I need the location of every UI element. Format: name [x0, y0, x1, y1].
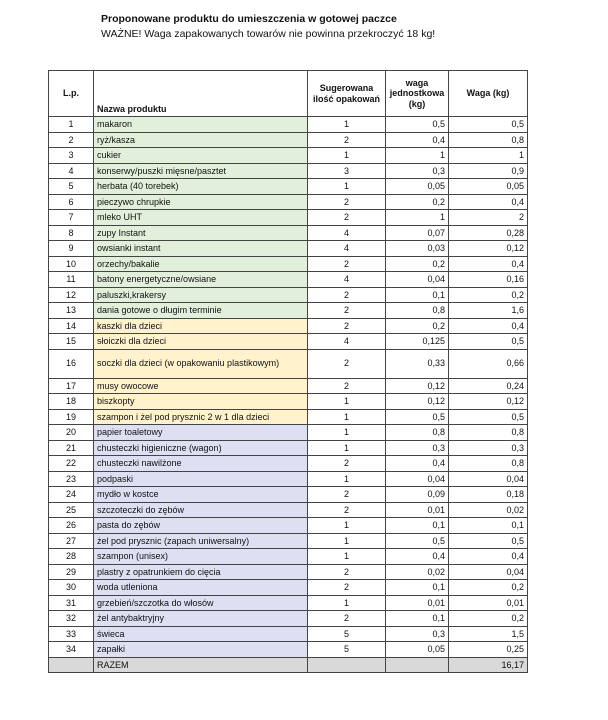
- row-qty: 2: [308, 564, 386, 580]
- row-lp: 32: [49, 611, 94, 627]
- table-row: [49, 595, 528, 611]
- row-qty: 1: [308, 409, 386, 425]
- table-row: [49, 241, 528, 257]
- row-lp: 20: [49, 425, 94, 441]
- row-lp: 28: [49, 549, 94, 565]
- row-qty: 2: [308, 287, 386, 303]
- header-name: Nazwa produktu: [94, 71, 308, 117]
- row-product-name: żel pod prysznic (zapach uniwersalny): [94, 533, 308, 549]
- row-weight: 0,4: [449, 549, 528, 565]
- row-lp: 1: [49, 117, 94, 133]
- table-row: [49, 225, 528, 241]
- row-qty: 2: [308, 502, 386, 518]
- row-product-name: batony energetyczne/owsiane: [94, 272, 308, 288]
- row-product-name: zapałki: [94, 642, 308, 658]
- row-weight: 0,01: [449, 595, 528, 611]
- row-product-name: soczki dla dzieci (w opakowaniu plastikowym): [94, 349, 308, 378]
- header-unit-weight: waga jednostkowa (kg): [386, 71, 449, 117]
- row-product-name: żel antybaktryjny: [94, 611, 308, 627]
- row-unit-weight: 0,05: [386, 642, 449, 658]
- row-product-name: kaszki dla dzieci: [94, 318, 308, 334]
- table-row: [49, 349, 528, 378]
- row-unit-weight: 0,1: [386, 611, 449, 627]
- row-unit-weight: 0,2: [386, 256, 449, 272]
- row-product-name: dania gotowe o długim terminie: [94, 303, 308, 319]
- row-weight: 1,6: [449, 303, 528, 319]
- row-product-name: plastry z opatrunkiem do cięcia: [94, 564, 308, 580]
- row-weight: 0,12: [449, 394, 528, 410]
- header-lp: L.p.: [49, 71, 94, 117]
- table-row: [49, 394, 528, 410]
- table-row: [49, 287, 528, 303]
- table-row: [49, 163, 528, 179]
- row-product-name: szczoteczki do zębów: [94, 502, 308, 518]
- row-lp: 25: [49, 502, 94, 518]
- row-unit-weight: 0,07: [386, 225, 449, 241]
- row-weight: 0,25: [449, 642, 528, 658]
- table-row: [49, 502, 528, 518]
- row-qty: 5: [308, 626, 386, 642]
- row-qty: 4: [308, 272, 386, 288]
- row-product-name: konserwy/puszki mięsne/pasztet: [94, 163, 308, 179]
- row-lp: 14: [49, 318, 94, 334]
- row-lp: 13: [49, 303, 94, 319]
- total-unit-cell: [386, 657, 449, 673]
- row-product-name: musy owocowe: [94, 378, 308, 394]
- table-row: [49, 318, 528, 334]
- table-row: [49, 179, 528, 195]
- row-weight: 0,5: [449, 117, 528, 133]
- row-weight: 0,28: [449, 225, 528, 241]
- row-lp: 4: [49, 163, 94, 179]
- row-qty: 1: [308, 533, 386, 549]
- row-unit-weight: 0,8: [386, 425, 449, 441]
- total-row: [49, 657, 528, 673]
- row-weight: 0,8: [449, 425, 528, 441]
- row-weight: 0,2: [449, 287, 528, 303]
- row-lp: 17: [49, 378, 94, 394]
- row-unit-weight: 0,05: [386, 179, 449, 195]
- row-unit-weight: 0,09: [386, 487, 449, 503]
- row-qty: 1: [308, 595, 386, 611]
- row-qty: 1: [308, 425, 386, 441]
- row-lp: 31: [49, 595, 94, 611]
- row-qty: 2: [308, 210, 386, 226]
- products-table: [48, 70, 528, 673]
- table-row: [49, 132, 528, 148]
- row-product-name: mleko UHT: [94, 210, 308, 226]
- row-unit-weight: 0,1: [386, 580, 449, 596]
- row-qty: 2: [308, 349, 386, 378]
- row-product-name: chusteczki nawilżone: [94, 456, 308, 472]
- row-product-name: paluszki,krakersy: [94, 287, 308, 303]
- row-unit-weight: 0,125: [386, 334, 449, 350]
- table-row: [49, 611, 528, 627]
- row-lp: 34: [49, 642, 94, 658]
- table-row: [49, 378, 528, 394]
- row-unit-weight: 1: [386, 148, 449, 164]
- table-row: [49, 626, 528, 642]
- row-unit-weight: 0,12: [386, 378, 449, 394]
- row-lp: 21: [49, 440, 94, 456]
- row-lp: 9: [49, 241, 94, 257]
- table-row: [49, 409, 528, 425]
- row-lp: 29: [49, 564, 94, 580]
- row-qty: 1: [308, 518, 386, 534]
- row-product-name: orzechy/bakalie: [94, 256, 308, 272]
- row-qty: 1: [308, 394, 386, 410]
- row-unit-weight: 0,4: [386, 132, 449, 148]
- table-row: [49, 564, 528, 580]
- row-lp: 27: [49, 533, 94, 549]
- table-row: [49, 117, 528, 133]
- row-weight: 0,2: [449, 580, 528, 596]
- row-unit-weight: 0,2: [386, 194, 449, 210]
- row-product-name: papier toaletowy: [94, 425, 308, 441]
- table-row: [49, 440, 528, 456]
- row-weight: 0,9: [449, 163, 528, 179]
- row-unit-weight: 0,04: [386, 471, 449, 487]
- table-row: [49, 642, 528, 658]
- row-weight: 0,1: [449, 518, 528, 534]
- row-unit-weight: 0,1: [386, 518, 449, 534]
- table-row: [49, 425, 528, 441]
- row-product-name: szampon i żel pod prysznic 2 w 1 dla dzieci: [94, 409, 308, 425]
- row-weight: 0,24: [449, 378, 528, 394]
- row-unit-weight: 0,5: [386, 409, 449, 425]
- row-product-name: pasta do zębów: [94, 518, 308, 534]
- row-qty: 2: [308, 378, 386, 394]
- table-row: [49, 194, 528, 210]
- row-weight: 0,3: [449, 440, 528, 456]
- row-lp: 5: [49, 179, 94, 195]
- row-qty: 2: [308, 303, 386, 319]
- row-unit-weight: 0,8: [386, 303, 449, 319]
- row-unit-weight: 0,3: [386, 626, 449, 642]
- header-qty: Sugerowana ilość opakowań: [308, 71, 386, 117]
- table-row: [49, 533, 528, 549]
- row-unit-weight: 0,04: [386, 272, 449, 288]
- row-weight: 0,04: [449, 564, 528, 580]
- total-qty-cell: [308, 657, 386, 673]
- row-lp: 2: [49, 132, 94, 148]
- row-lp: 16: [49, 349, 94, 378]
- row-product-name: zupy Instant: [94, 225, 308, 241]
- row-weight: 0,16: [449, 272, 528, 288]
- row-qty: 2: [308, 611, 386, 627]
- document-title: Proponowane produktu do umieszczenia w gotowej paczce: [101, 13, 397, 25]
- row-product-name: herbata (40 torebek): [94, 179, 308, 195]
- row-qty: 1: [308, 549, 386, 565]
- row-unit-weight: 0,3: [386, 163, 449, 179]
- document-warning: WAŻNE! Waga zapakowanych towarów nie powinna przekroczyć 18 kg!: [101, 28, 436, 40]
- row-unit-weight: 0,02: [386, 564, 449, 580]
- row-weight: 1,5: [449, 626, 528, 642]
- total-label: RAZEM: [94, 657, 308, 673]
- row-qty: 1: [308, 179, 386, 195]
- row-lp: 3: [49, 148, 94, 164]
- row-lp: 12: [49, 287, 94, 303]
- row-unit-weight: 0,4: [386, 549, 449, 565]
- row-weight: 0,02: [449, 502, 528, 518]
- row-qty: 4: [308, 334, 386, 350]
- row-unit-weight: 0,01: [386, 502, 449, 518]
- table-row: [49, 580, 528, 596]
- row-weight: 0,5: [449, 409, 528, 425]
- row-lp: 8: [49, 225, 94, 241]
- row-qty: 4: [308, 225, 386, 241]
- row-product-name: woda utleniona: [94, 580, 308, 596]
- row-lp: 11: [49, 272, 94, 288]
- row-weight: 0,5: [449, 533, 528, 549]
- row-product-name: owsianki instant: [94, 241, 308, 257]
- row-weight: 0,8: [449, 132, 528, 148]
- row-weight: 0,8: [449, 456, 528, 472]
- total-lp-cell: [49, 657, 94, 673]
- row-unit-weight: 0,12: [386, 394, 449, 410]
- row-unit-weight: 0,5: [386, 117, 449, 133]
- row-qty: 1: [308, 440, 386, 456]
- total-weight: 16,17: [449, 657, 528, 673]
- row-qty: 3: [308, 163, 386, 179]
- row-unit-weight: 0,2: [386, 318, 449, 334]
- row-lp: 6: [49, 194, 94, 210]
- row-lp: 22: [49, 456, 94, 472]
- row-unit-weight: 0,33: [386, 349, 449, 378]
- row-product-name: chusteczki higieniczne (wagon): [94, 440, 308, 456]
- table-row: [49, 210, 528, 226]
- row-qty: 1: [308, 117, 386, 133]
- row-product-name: biszkopty: [94, 394, 308, 410]
- table-row: [49, 148, 528, 164]
- row-product-name: grzebień/szczotka do włosów: [94, 595, 308, 611]
- table-row: [49, 334, 528, 350]
- row-weight: 2: [449, 210, 528, 226]
- row-lp: 24: [49, 487, 94, 503]
- row-lp: 18: [49, 394, 94, 410]
- row-qty: 5: [308, 642, 386, 658]
- header-weight: Waga (kg): [449, 71, 528, 117]
- row-weight: 1: [449, 148, 528, 164]
- row-lp: 23: [49, 471, 94, 487]
- row-weight: 0,4: [449, 256, 528, 272]
- row-product-name: podpaski: [94, 471, 308, 487]
- row-weight: 0,04: [449, 471, 528, 487]
- row-product-name: ryż/kasza: [94, 132, 308, 148]
- table-row: [49, 272, 528, 288]
- row-lp: 30: [49, 580, 94, 596]
- row-qty: 1: [308, 471, 386, 487]
- table-row: [49, 518, 528, 534]
- row-qty: 2: [308, 132, 386, 148]
- row-weight: 0,4: [449, 318, 528, 334]
- table-row: [49, 471, 528, 487]
- row-qty: 2: [308, 318, 386, 334]
- row-unit-weight: 0,01: [386, 595, 449, 611]
- row-product-name: słoiczki dla dzieci: [94, 334, 308, 350]
- row-weight: 0,18: [449, 487, 528, 503]
- row-product-name: cukier: [94, 148, 308, 164]
- row-lp: 10: [49, 256, 94, 272]
- table-row: [49, 303, 528, 319]
- row-unit-weight: 0,3: [386, 440, 449, 456]
- row-unit-weight: 0,1: [386, 287, 449, 303]
- row-qty: 1: [308, 148, 386, 164]
- table-row: [49, 549, 528, 565]
- row-weight: 0,05: [449, 179, 528, 195]
- row-unit-weight: 0,5: [386, 533, 449, 549]
- row-qty: 2: [308, 194, 386, 210]
- row-lp: 19: [49, 409, 94, 425]
- row-weight: 0,5: [449, 334, 528, 350]
- row-qty: 2: [308, 487, 386, 503]
- row-lp: 33: [49, 626, 94, 642]
- row-product-name: mydło w kostce: [94, 487, 308, 503]
- table-row: [49, 456, 528, 472]
- row-unit-weight: 1: [386, 210, 449, 226]
- row-qty: 2: [308, 580, 386, 596]
- row-product-name: pieczywo chrupkie: [94, 194, 308, 210]
- row-unit-weight: 0,03: [386, 241, 449, 257]
- row-unit-weight: 0,4: [386, 456, 449, 472]
- row-product-name: świeca: [94, 626, 308, 642]
- row-weight: 0,66: [449, 349, 528, 378]
- table-row: [49, 256, 528, 272]
- row-lp: 7: [49, 210, 94, 226]
- table-row: [49, 487, 528, 503]
- row-qty: 4: [308, 241, 386, 257]
- row-product-name: makaron: [94, 117, 308, 133]
- row-weight: 0,2: [449, 611, 528, 627]
- row-weight: 0,4: [449, 194, 528, 210]
- table-body: [49, 117, 528, 673]
- row-product-name: szampon (unisex): [94, 549, 308, 565]
- row-qty: 2: [308, 456, 386, 472]
- row-qty: 2: [308, 256, 386, 272]
- row-lp: 15: [49, 334, 94, 350]
- row-weight: 0,12: [449, 241, 528, 257]
- row-lp: 26: [49, 518, 94, 534]
